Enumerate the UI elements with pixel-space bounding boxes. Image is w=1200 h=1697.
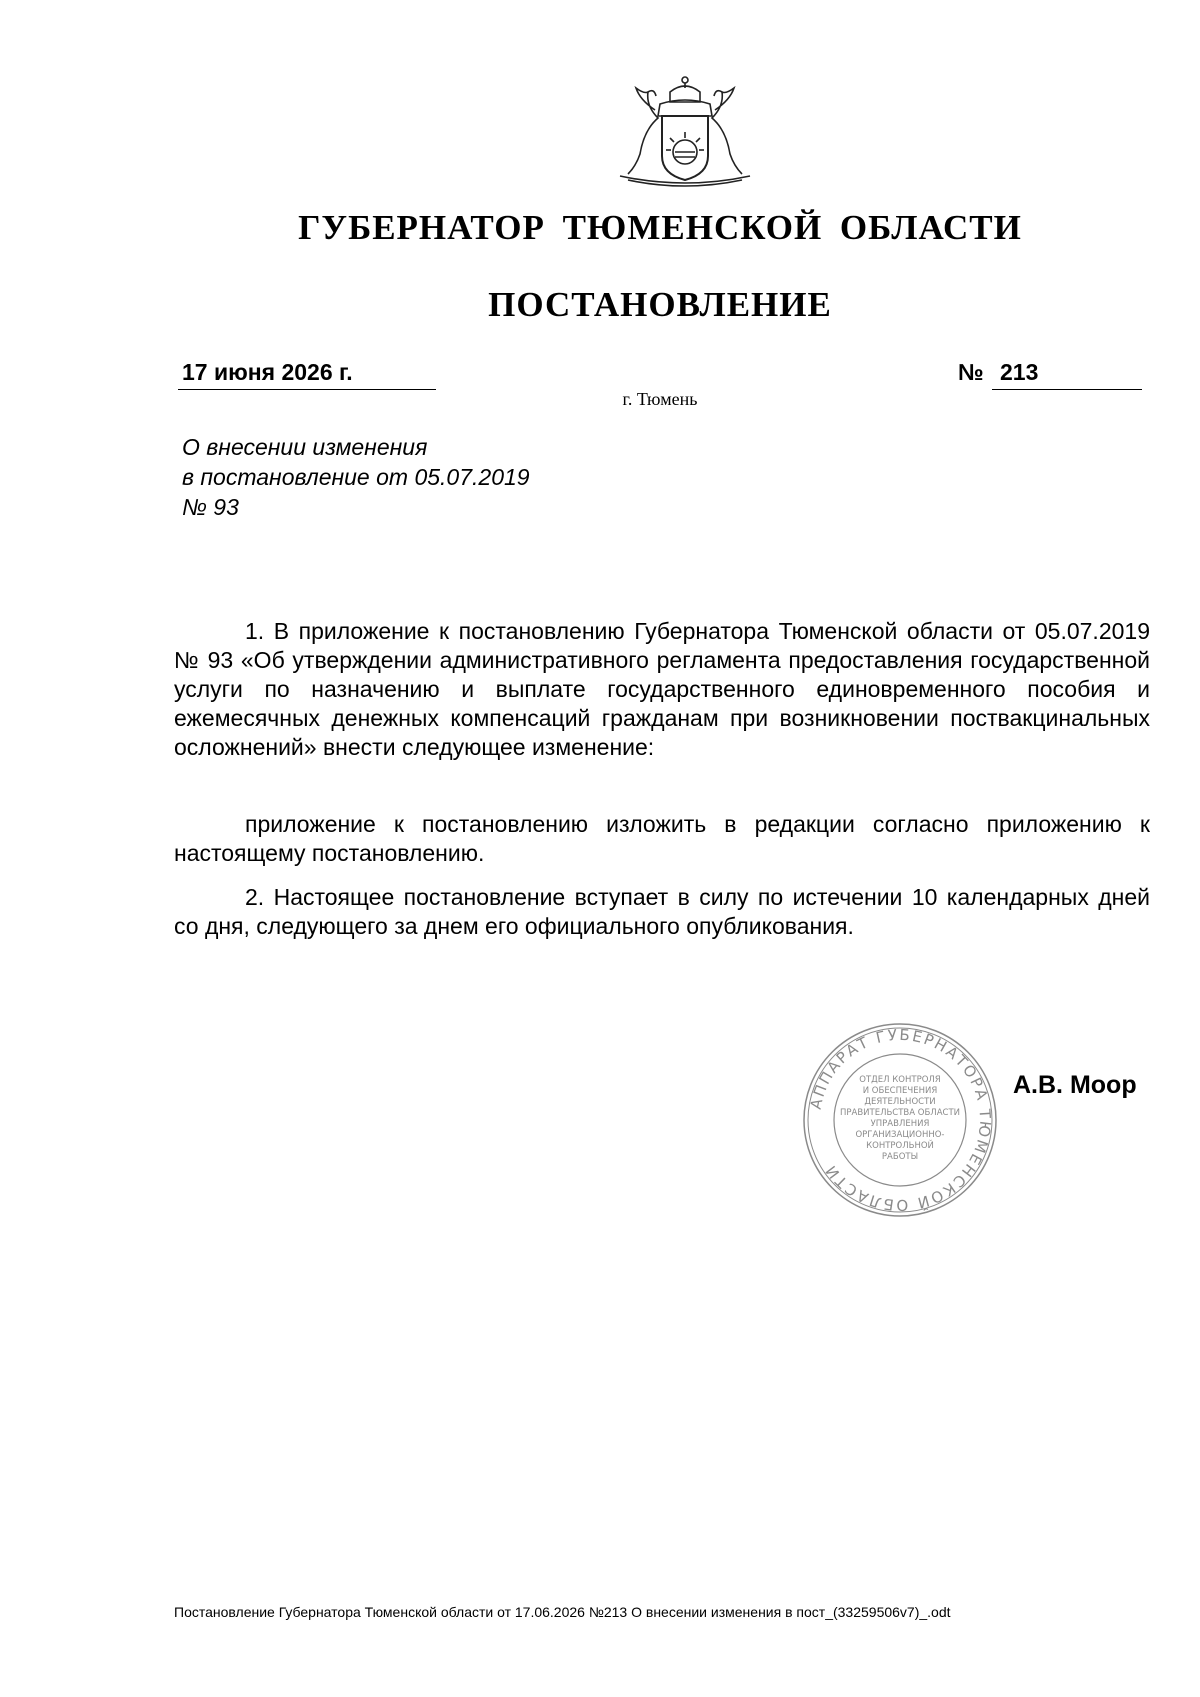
- date-field: [178, 359, 436, 390]
- stamp-inner-line: РАБОТЫ: [881, 1152, 919, 1162]
- stamp-inner-line: ОРГАНИЗАЦИОННО-: [855, 1130, 945, 1140]
- footer-file-reference: Постановление Губернатора Тюменской области от 17.06.2026 №213 О внесении изменения в пост_(33259506v7)_.odt: [174, 1604, 951, 1620]
- city-of-issue: г. Тюмень: [622, 389, 698, 409]
- stamp-inner-line: ПРАВИТЕЛЬСТВА ОБЛАСТИ: [840, 1108, 960, 1118]
- body-paragraph-1: 1. В приложение к постановлению Губернатора Тюменской области от 05.07.2019 № 93 «Об утверждении административного регламента предоставления государственной услуги по назначению и выплате государственного единовременного пособия и ежемесячных денежных компенсаций гражданам при возникновении поствакцинальных осложнений» внести следующее изменение:: [174, 618, 1150, 760]
- stamp-inner-line: ДЕЯТЕЛЬНОСТИ: [864, 1097, 936, 1107]
- official-seal-stamp: [800, 1020, 1000, 1220]
- coat-of-arms-icon: [600, 70, 770, 190]
- issuing-authority-title: ГУБЕРНАТОР ТЮМЕНСКОЙ ОБЛАСТИ: [298, 208, 1022, 247]
- document-type-title: ПОСТАНОВЛЕНИЕ: [488, 285, 832, 324]
- document-subject: [182, 432, 530, 522]
- subject-line: в постановление от 05.07.2019: [182, 464, 530, 490]
- document-number: 213: [1000, 359, 1039, 385]
- subject-line: О внесении изменения: [182, 434, 428, 460]
- subject-line: № 93: [182, 494, 239, 520]
- stamp-outer-text: АППАРАТ ГУБЕРНАТОРА ТЮМЕНСКОЙ ОБЛАСТИ: [806, 1025, 995, 1215]
- stamp-inner-line: И ОБЕСПЕЧЕНИЯ: [862, 1086, 938, 1096]
- number-field: [992, 359, 1142, 390]
- document-date: 17 июня 2026 г.: [182, 359, 353, 385]
- stamp-inner-line: ОТДЕЛ КОНТРОЛЯ: [859, 1075, 941, 1085]
- stamp-inner-line: УПРАВЛЕНИЯ: [870, 1119, 930, 1129]
- body-paragraph-2: приложение к постановлению изложить в редакции согласно приложению к настоящему постановлению.: [174, 811, 1150, 866]
- stamp-inner-line: КОНТРОЛЬНОЙ: [866, 1141, 934, 1151]
- number-label: №: [958, 359, 984, 385]
- body-paragraph-3: 2. Настоящее постановление вступает в силу по истечении 10 календарных дней со дня, следующего за днем его официального опубликования.: [174, 884, 1150, 939]
- signer-name: А.В. Моор: [1013, 1071, 1137, 1099]
